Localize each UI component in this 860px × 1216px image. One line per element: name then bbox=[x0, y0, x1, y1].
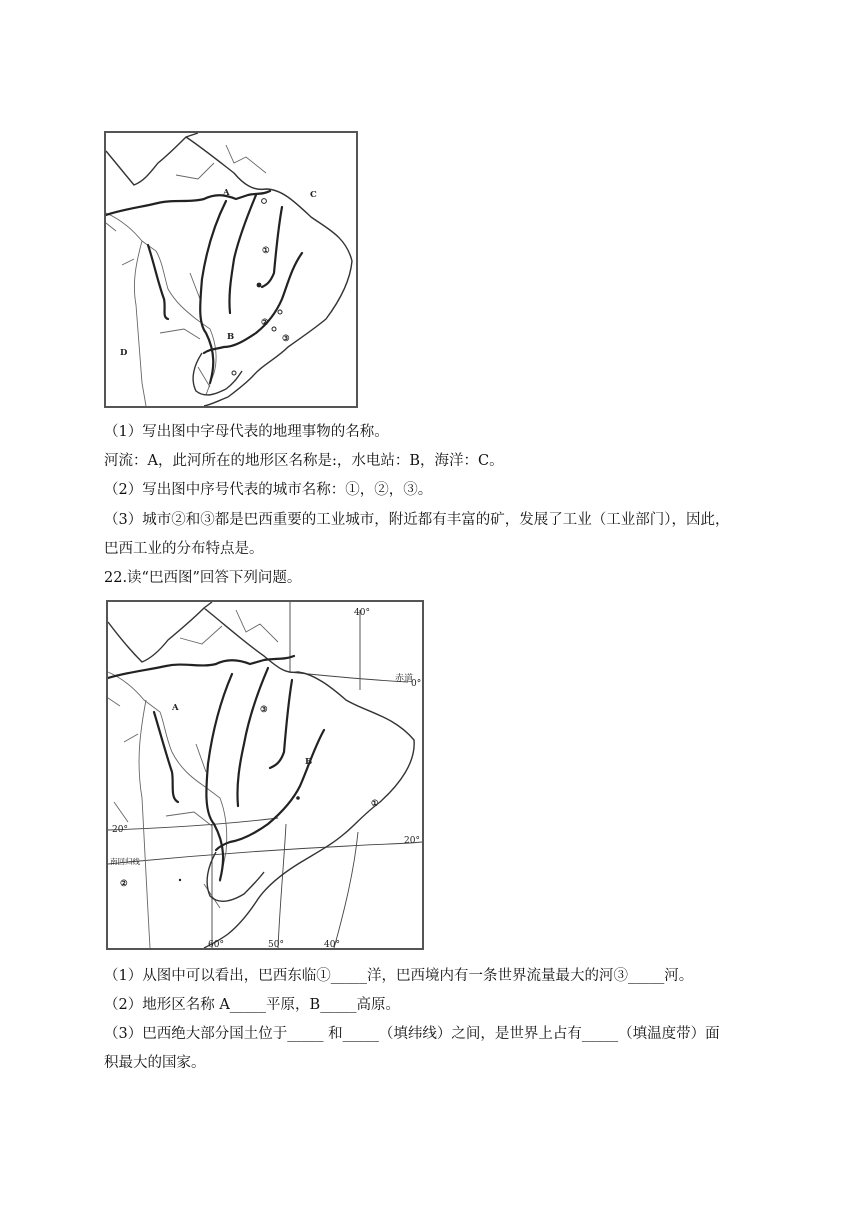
label-40-top: 40° bbox=[354, 608, 370, 618]
label-60: 60° bbox=[208, 940, 224, 948]
label-C: C bbox=[310, 190, 317, 200]
river-tributaries bbox=[154, 668, 292, 880]
brazil-map-2 bbox=[106, 600, 424, 950]
country-borders bbox=[108, 610, 278, 948]
label-city-1: ① bbox=[262, 246, 270, 256]
label-circle-2: ② bbox=[120, 879, 128, 889]
label-equator: 赤道 bbox=[395, 674, 414, 684]
southern-coast bbox=[207, 852, 264, 901]
label-20-west: 20° bbox=[112, 825, 128, 835]
q22-part3-cont: 积最大的国家。 bbox=[104, 1055, 206, 1071]
label-circle-3: ③ bbox=[260, 705, 268, 715]
label-city-2: ② bbox=[261, 318, 269, 328]
map-1-drawing bbox=[106, 133, 356, 406]
map-2-drawing bbox=[108, 602, 422, 948]
label-B: B bbox=[227, 332, 235, 342]
label-D: D bbox=[120, 348, 128, 358]
label-40-bottom: 40° bbox=[324, 940, 340, 948]
brazil-map-1 bbox=[104, 131, 358, 408]
q21-answer-line: 河流：A，此河所在的地形区名称是:，水电站：B，海洋：C。 bbox=[104, 453, 504, 469]
southern-coast bbox=[193, 353, 242, 395]
label-circle-1: ① bbox=[371, 799, 379, 809]
river-parana bbox=[216, 730, 324, 850]
q21-part2: （2）写出图中序号代表的城市名称：①，②，③。 bbox=[104, 482, 433, 498]
q21-part1: （1）写出图中字母代表的地理事物的名称。 bbox=[104, 424, 389, 440]
label-tropic-capricorn: 南回归线 bbox=[110, 857, 140, 866]
label-20-east: 20° bbox=[404, 836, 420, 846]
q22-part2: （2）地形区名称 A_____平原，B_____高原。 bbox=[104, 997, 400, 1013]
q22-part3: （3）巴西绝大部分国土位于_____ 和_____（填纬线）之间，是世界上占有_____（填温度带）面 bbox=[104, 1026, 720, 1042]
river-main bbox=[106, 191, 270, 215]
label-A: A bbox=[172, 703, 179, 713]
country-borders bbox=[106, 145, 266, 406]
coastline bbox=[106, 133, 352, 406]
q22-title: 22.读“巴西图”回答下列问题。 bbox=[104, 570, 302, 586]
q21-part3: （3）城市②和③都是巴西重要的工业城市，附近都有丰富的矿，发展了工业（工业部门），因此， bbox=[104, 512, 730, 528]
label-50: 50° bbox=[268, 940, 284, 948]
label-A: A bbox=[223, 188, 230, 198]
q21-part3-cont: 巴西工业的分布特点是。 bbox=[104, 541, 264, 557]
label-city-3: ③ bbox=[282, 334, 290, 344]
coastline bbox=[108, 602, 414, 948]
q22-part1: （1）从图中可以看出，巴西东临①_____洋，巴西境内有一条世界流量最大的河③_____河。 bbox=[104, 968, 694, 984]
label-B: B bbox=[305, 757, 313, 767]
label-zero-deg: 0° bbox=[411, 679, 422, 689]
